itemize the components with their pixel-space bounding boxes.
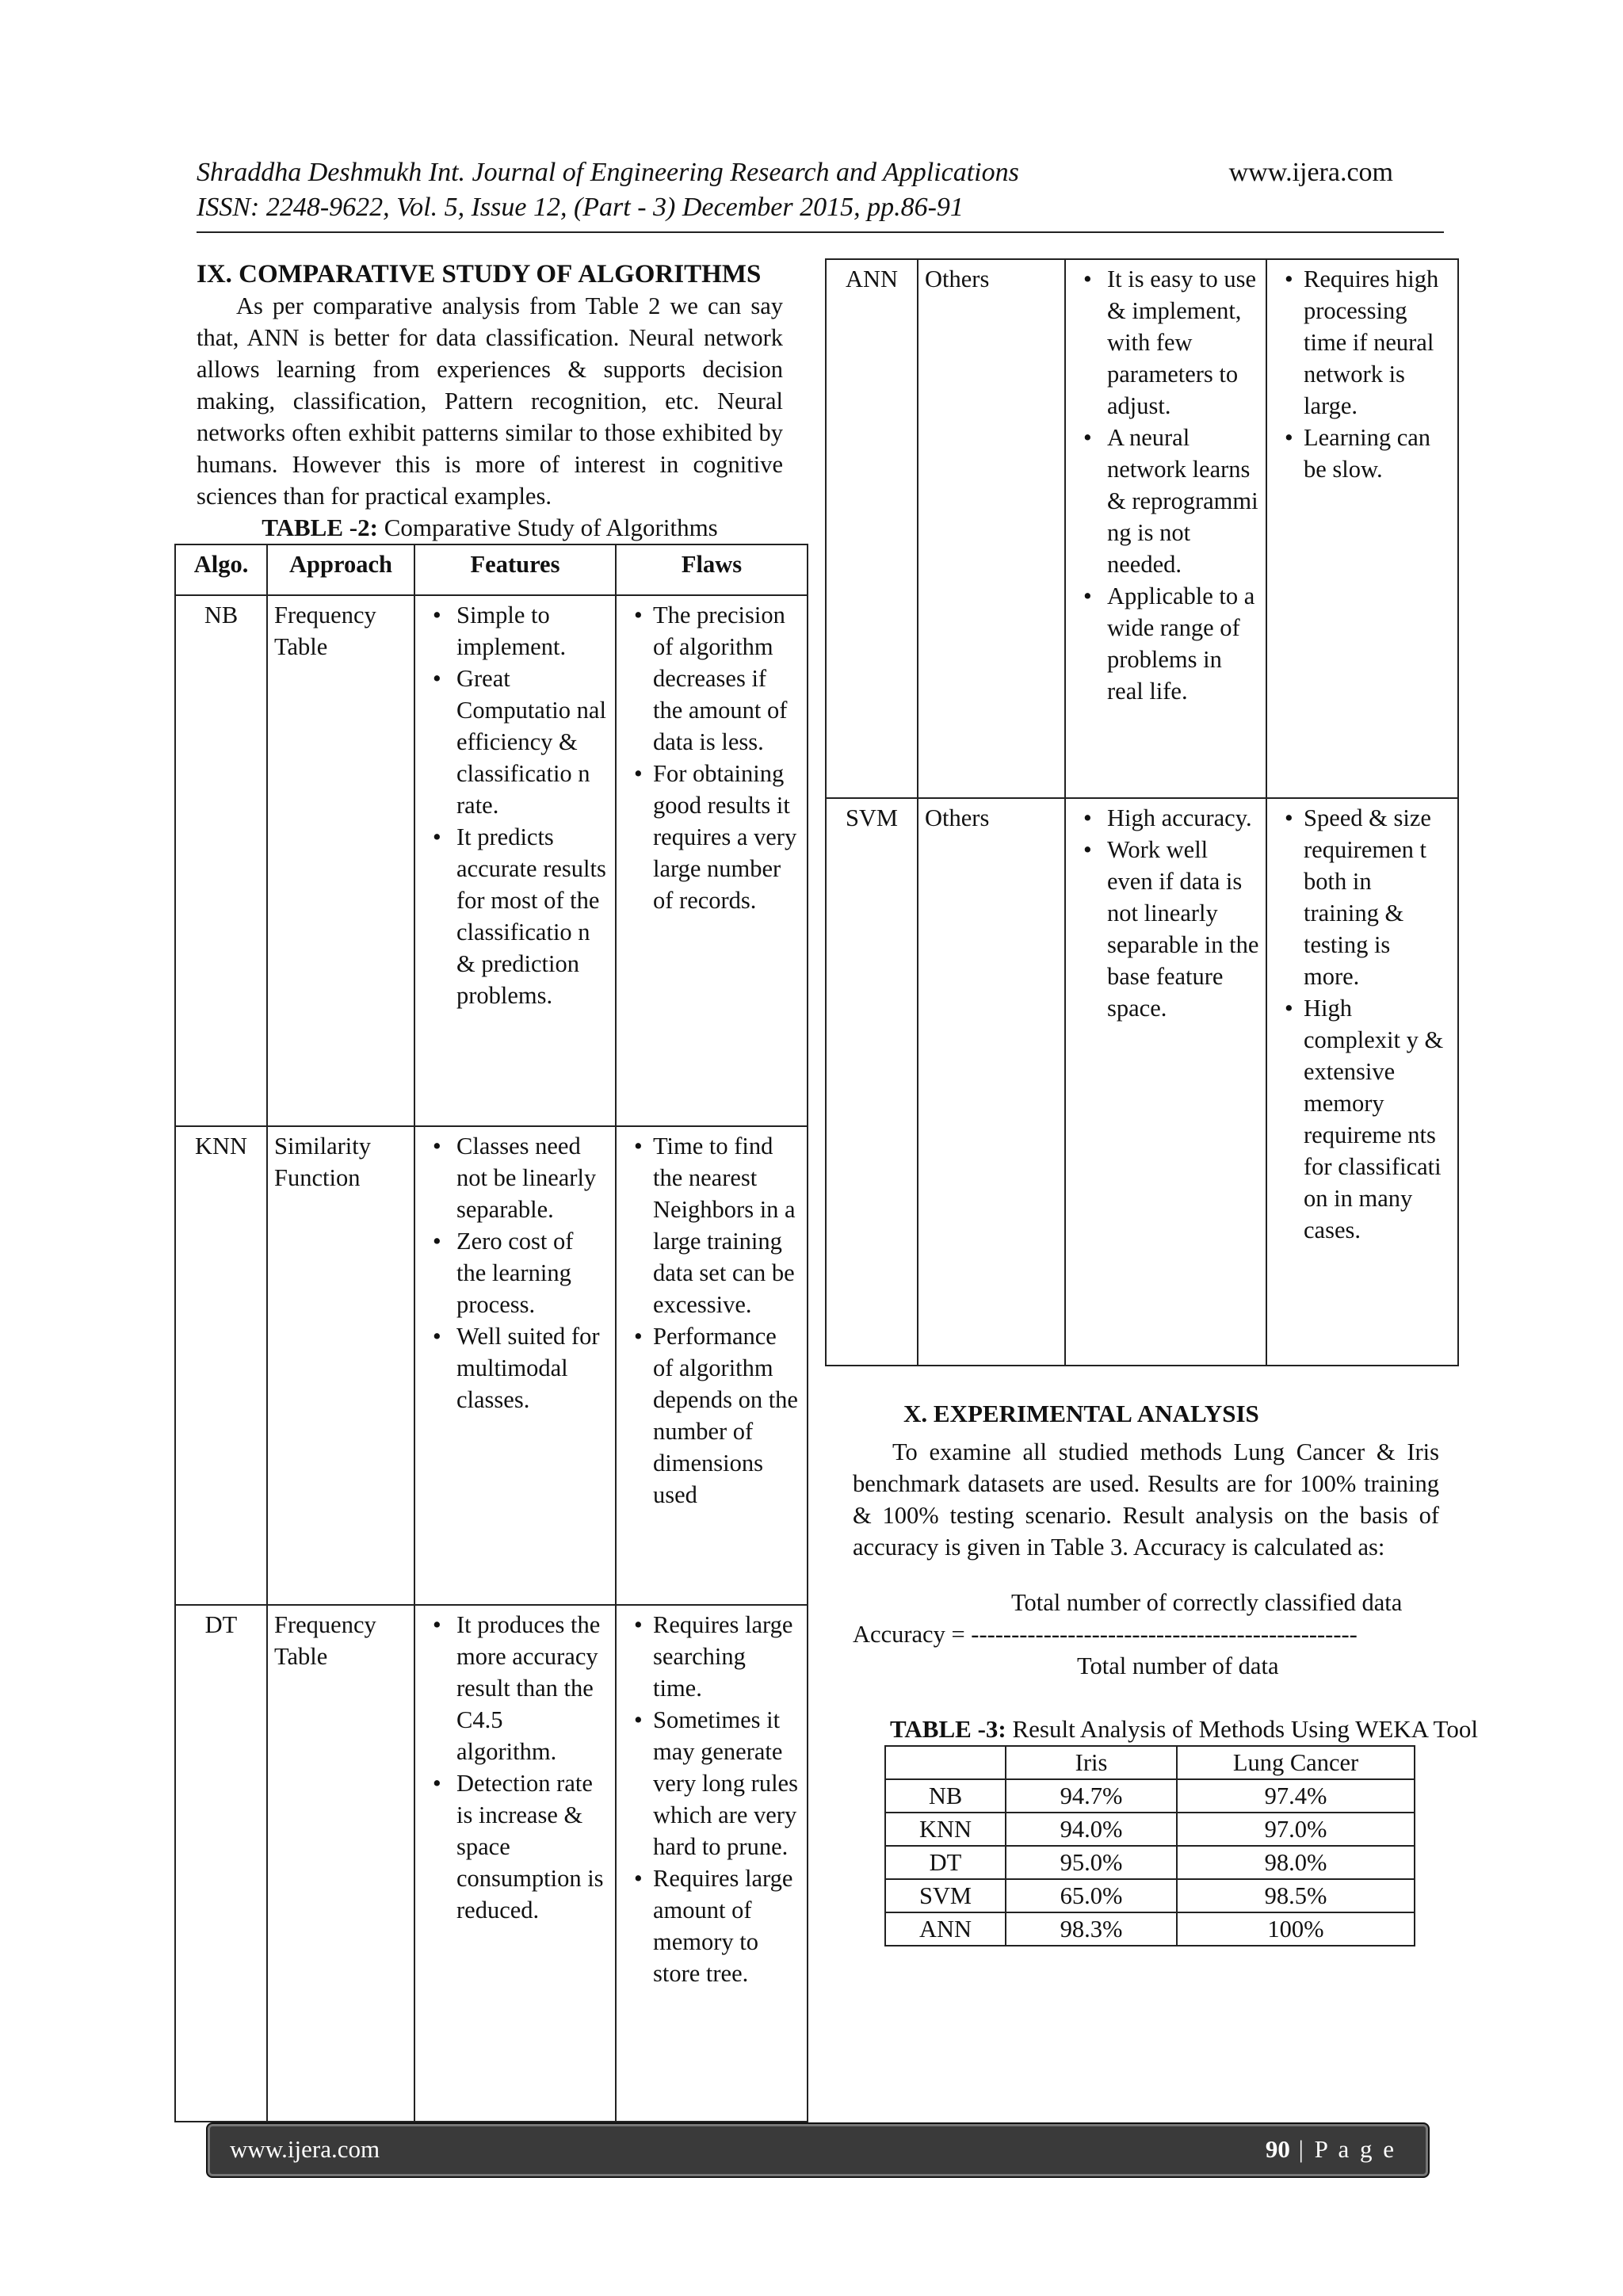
flaws-list — [623, 1609, 800, 1989]
feature-item: • Simple to implement. — [456, 599, 609, 663]
flaws-list — [1274, 802, 1451, 1246]
accuracy-cell: 98.5% — [1177, 1879, 1415, 1912]
method-cell: ANN — [885, 1912, 1006, 1946]
right-column — [827, 258, 1478, 1946]
feature-item: • It predicts accurate results for most of the classificatio n & prediction problems. — [456, 821, 609, 1011]
formula-numerator: Total number of correctly classified data — [1011, 1589, 1403, 1616]
left-column — [193, 258, 798, 2122]
flaw-item: • Performance of algorithm depends on the number of dimensions used — [653, 1320, 800, 1511]
table-row — [885, 1846, 1415, 1879]
accuracy-cell: 94.0% — [1006, 1813, 1177, 1846]
feature-item: • Classes need not be linearly separable. — [456, 1130, 609, 1225]
table-3-header-row — [885, 1746, 1415, 1779]
flaws-cell — [616, 1126, 808, 1605]
feature-item: • Work well even if data is not linearly separable in the base feature space. — [1107, 834, 1259, 1024]
features-cell — [414, 1605, 616, 2122]
approach-cell: Frequency Table — [267, 595, 414, 1126]
table-2-header-row — [175, 544, 808, 595]
flaws-list — [623, 1130, 800, 1511]
accuracy-cell: 98.3% — [1006, 1912, 1177, 1946]
table-row — [175, 1126, 808, 1605]
algo-cell: SVM — [826, 798, 918, 1366]
section-10-paragraph: To examine all studied methods Lung Cancer & Iris benchmark datasets are used. Results are for 100% training & 100% testing scenario. Result analysis on the basis of accuracy is given in Table 3. Accuracy is calculated as: — [853, 1438, 1439, 1561]
features-list — [422, 1609, 609, 1926]
algo-cell: DT — [175, 1605, 267, 2122]
accuracy-cell: 97.0% — [1177, 1813, 1415, 1846]
feature-item: • Well suited for multimodal classes. — [456, 1320, 609, 1415]
table-2-continued — [825, 258, 1459, 1366]
approach-cell: Frequency Table — [267, 1605, 414, 2122]
flaw-item: • Speed & size requiremen t both in training & testing is more. — [1304, 802, 1451, 992]
flaw-item: • Sometimes it may generate very long rules which are very hard to prune. — [653, 1704, 800, 1862]
table-row — [175, 1605, 808, 2122]
flaw-item: • The precision of algorithm decreases if the amount of data is less. — [653, 599, 800, 758]
page-footer — [206, 2122, 1430, 2178]
table-3-header-cell: Iris — [1006, 1746, 1177, 1779]
feature-item: • A neural network learns & reprogrammi ng is not needed. — [1107, 422, 1259, 580]
table-3-caption: TABLE -3: Result Analysis of Methods Using WEKA Tool — [890, 1715, 1478, 1743]
flaws-cell — [1266, 798, 1458, 1366]
features-cell — [414, 595, 616, 1126]
features-cell — [1065, 259, 1266, 798]
flaws-list — [623, 599, 800, 916]
table-2-caption: TABLE -2: Comparative Study of Algorithms — [262, 514, 718, 541]
flaw-item: • Requires large searching time. — [653, 1609, 800, 1704]
feature-item: • Applicable to a wide range of problems in real life. — [1107, 580, 1259, 707]
table-row — [885, 1813, 1415, 1846]
feature-item: • Great Computatio nal efficiency & classificatio n rate. — [456, 663, 609, 821]
table-2-header-cell: Approach — [267, 544, 414, 595]
section-10-heading: X. EXPERIMENTAL ANALYSIS — [903, 1400, 1259, 1427]
features-list — [1072, 802, 1259, 1024]
flaws-list — [1274, 263, 1451, 485]
table-row — [826, 259, 1458, 798]
accuracy-cell: 65.0% — [1006, 1879, 1177, 1912]
approach-cell: Others — [918, 798, 1065, 1366]
formula-lhs: Accuracy = ------------------------------------------------ — [853, 1621, 1358, 1648]
accuracy-cell: 95.0% — [1006, 1846, 1177, 1879]
table-row — [885, 1912, 1415, 1946]
flaw-item: • For obtaining good results it requires a very large number of records. — [653, 758, 800, 916]
features-list — [1072, 263, 1259, 707]
algo-cell: KNN — [175, 1126, 267, 1605]
feature-item: • Zero cost of the learning process. — [456, 1225, 609, 1320]
accuracy-cell: 98.0% — [1177, 1846, 1415, 1879]
feature-item: • Detection rate is increase & space consumption is reduced. — [456, 1767, 609, 1926]
algo-cell: NB — [175, 595, 267, 1126]
algo-cell: ANN — [826, 259, 918, 798]
header-issn-line: ISSN: 2248-9622, Vol. 5, Issue 12, (Part - 3) December 2015, pp.86-91 — [197, 193, 964, 222]
feature-item: • High accuracy. — [1107, 802, 1259, 834]
table-2-header-cell: Features — [414, 544, 616, 595]
flaws-cell — [1266, 259, 1458, 798]
flaw-item: • Requires large amount of memory to store tree. — [653, 1862, 800, 1989]
flaw-item: • High complexit y & extensive memory requireme nts for classificati on in many cases. — [1304, 992, 1451, 1246]
flaws-cell — [616, 1605, 808, 2122]
features-list — [422, 599, 609, 1011]
header-url[interactable]: www.ijera.com — [1228, 158, 1393, 187]
footer-page-number: 90 | P a g e — [1265, 2135, 1396, 2163]
features-list — [422, 1130, 609, 1415]
section-9-paragraph: As per comparative analysis from Table 2 we can say that, ANN is better for data classification. Neural network allows learning from experiences & supports decision making, classification, Pattern recognition, etc. Neural networks often exhibit patterns similar to those exhibited by humans. However this is more of interest in cognitive sciences than for practical examples. — [197, 292, 783, 510]
table-row — [175, 595, 808, 1126]
table-2 — [174, 544, 808, 2122]
flaw-item: • Time to find the nearest Neighbors in a large training data set can be excessive. — [653, 1130, 800, 1320]
running-header — [197, 155, 1444, 233]
accuracy-cell: 100% — [1177, 1912, 1415, 1946]
footer-url[interactable]: www.ijera.com — [230, 2135, 380, 2163]
table-3-header-cell — [885, 1746, 1006, 1779]
table-row — [885, 1879, 1415, 1912]
flaw-item: • Learning can be slow. — [1304, 422, 1451, 485]
header-journal-line: Shraddha Deshmukh Int. Journal of Engineering Research and Applications — [197, 158, 1019, 187]
approach-cell: Others — [918, 259, 1065, 798]
feature-item: • It produces the more accuracy result than the C4.5 algorithm. — [456, 1609, 609, 1767]
accuracy-cell: 97.4% — [1177, 1779, 1415, 1813]
features-cell — [414, 1126, 616, 1605]
method-cell: SVM — [885, 1879, 1006, 1912]
table-row — [826, 798, 1458, 1366]
feature-item: • It is easy to use & implement, with few parameters to adjust. — [1107, 263, 1259, 422]
accuracy-formula — [853, 1587, 1471, 1682]
features-cell — [1065, 798, 1266, 1366]
flaws-cell — [616, 595, 808, 1126]
table-2-header-cell: Flaws — [616, 544, 808, 595]
table-3-header-cell: Lung Cancer — [1177, 1746, 1415, 1779]
accuracy-cell: 94.7% — [1006, 1779, 1177, 1813]
section-9-heading: IX. COMPARATIVE STUDY OF ALGORITHMS — [197, 260, 762, 288]
flaw-item: • Requires high processing time if neural network is large. — [1304, 263, 1451, 422]
method-cell: DT — [885, 1846, 1006, 1879]
method-cell: KNN — [885, 1813, 1006, 1846]
table-2-header-cell: Algo. — [175, 544, 267, 595]
formula-denominator: Total number of data — [1077, 1652, 1279, 1679]
method-cell: NB — [885, 1779, 1006, 1813]
table-row — [885, 1779, 1415, 1813]
table-3 — [884, 1745, 1415, 1946]
approach-cell: Similarity Function — [267, 1126, 414, 1605]
